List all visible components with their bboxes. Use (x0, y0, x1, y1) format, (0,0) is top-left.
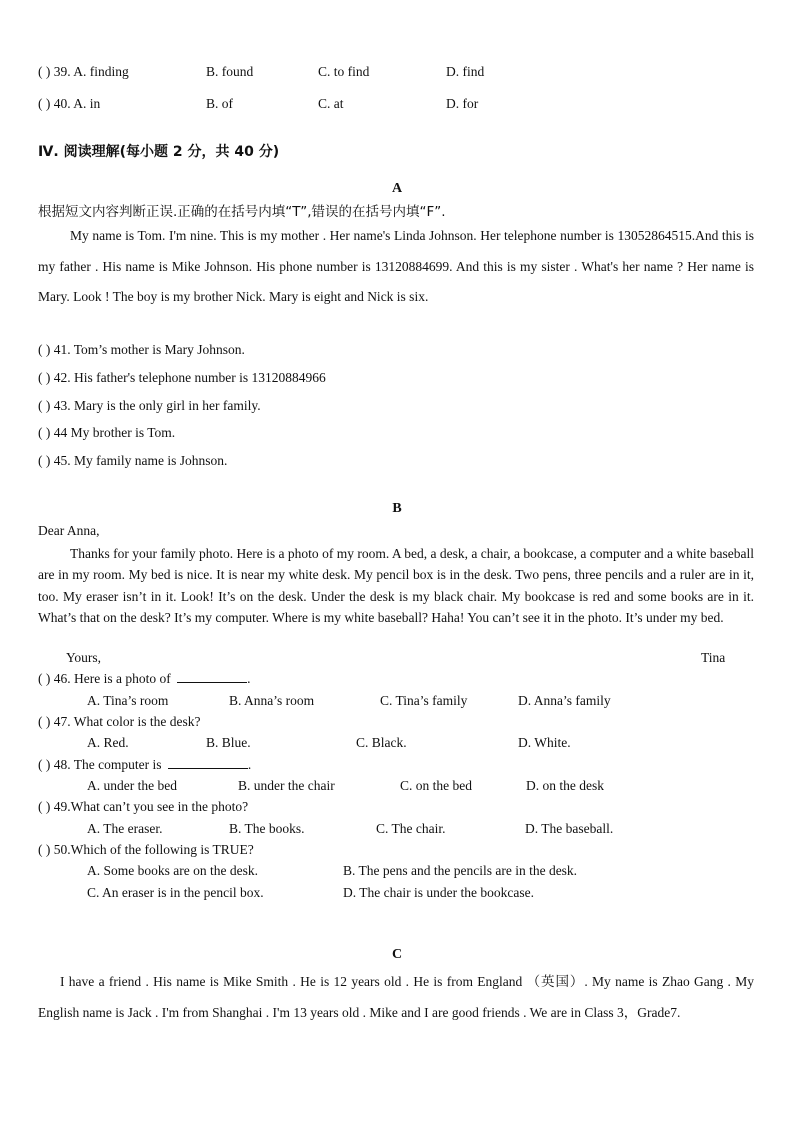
option-b: B. The books. (229, 821, 305, 836)
section-heading: Ⅳ. 阅读理解(每小题 2 分，共 40 分) (38, 144, 280, 160)
question-45: ( ) 45. My family name is Johnson. (38, 453, 228, 468)
option-a: A. Tina’s room (87, 693, 169, 708)
option-a: A. under the bed (87, 778, 177, 793)
answer-blank (177, 671, 247, 683)
option-b: B. The pens and the pencils are in the desk. (343, 863, 578, 878)
question-44: ( ) 44 My brother is Tom. (38, 425, 176, 440)
option-b: B. Blue. (206, 735, 251, 750)
passage-c-text: I have a friend . His name is Mike Smith . He is 12 years old . He is from England （英国）. My name is Zhao Gang . My English name is Jack . I'm from Shanghai . I'm 13 years old . Mike and I are good friends . We are in Class 3，Grade7. (38, 974, 754, 1020)
option-d: D. for (446, 96, 479, 111)
option-c: C. to find (318, 64, 370, 79)
question-43: ( ) 43. Mary is the only girl in her family. (38, 398, 261, 413)
question-40-stem: ( ) 40. A. in (38, 96, 101, 111)
option-d: D. White. (518, 735, 571, 750)
option-d: D. Anna’s family (518, 693, 611, 708)
question-46-stem: ( ) 46. Here is a photo of (38, 671, 171, 686)
passage-a-title: A (391, 181, 403, 196)
question-50-stem: ( ) 50.Which of the following is TRUE? (38, 842, 254, 857)
question-47-stem: ( ) 47. What color is the desk? (38, 714, 201, 729)
answer-blank (168, 757, 248, 769)
option-a: A. The eraser. (87, 821, 163, 836)
option-c: C. An eraser is in the pencil box. (87, 885, 264, 900)
option-d: D. find (446, 64, 485, 79)
option-b: B. of (206, 96, 233, 111)
passage-b-title: B (392, 501, 402, 516)
letter-closing: Yours, (66, 650, 102, 665)
letter-greeting: Dear Anna, (38, 523, 100, 538)
option-d: D. The chair is under the bookcase. (343, 885, 534, 900)
option-c: C. Black. (356, 735, 407, 750)
letter-signature: Tina (701, 650, 726, 665)
passage-a-text: My name is Tom. I'm nine. This is my mother . Her name's Linda Johnson. Her telephone number is 13052864515.And this is my father . His name is Mike Johnson. His phone number is 13120884699. And this is my sister . What's her name ? Her name is Mary. Look ! The boy is my brother Nick. Mary is eight and Nick is six. (38, 228, 754, 304)
option-b: B. under the chair (238, 778, 335, 793)
option-c: C. at (318, 96, 344, 111)
question-39-stem: ( ) 39. A. finding (38, 64, 129, 79)
question-49-stem: ( ) 49.What can’t you see in the photo? (38, 799, 249, 814)
passage-a-instruction: 根据短文内容判断正误.正确的在括号内填“T”,错误的在括号内填“F”. (38, 204, 446, 220)
option-b: B. found (206, 64, 254, 79)
option-a: A. Red. (87, 735, 129, 750)
option-c: C. Tina’s family (380, 693, 468, 708)
option-d: D. on the desk (526, 778, 604, 793)
option-b: B. Anna’s room (229, 693, 315, 708)
question-41: ( ) 41. Tom’s mother is Mary Johnson. (38, 342, 245, 357)
question-42: ( ) 42. His father's telephone number is 13120884966 (38, 370, 326, 385)
option-d: D. The baseball. (525, 821, 614, 836)
option-c: C. on the bed (400, 778, 472, 793)
passage-b-text: Thanks for your family photo. Here is a photo of my room. A bed, a desk, a chair, a bookcase, a computer and a white baseball are in my room. My bed is nice. It is near my white desk. My pencil box is in the desk. Two pens, three pencils and a ruler are in it, too. My eraser isn’t in it. Look! It’s on the desk. Under the desk is my black chair. My bookcase is red and some books are in it. What’s that on the desk? It’s my computer. Where is my white baseball? Haha! You can’t see it in the photo. It’s under my bed. (38, 546, 754, 625)
passage-c-title: C (391, 947, 403, 962)
option-a: A. Some books are on the desk. (87, 863, 258, 878)
option-c: C. The chair. (376, 821, 446, 836)
question-48-stem: ( ) 48. The computer is (38, 757, 162, 772)
